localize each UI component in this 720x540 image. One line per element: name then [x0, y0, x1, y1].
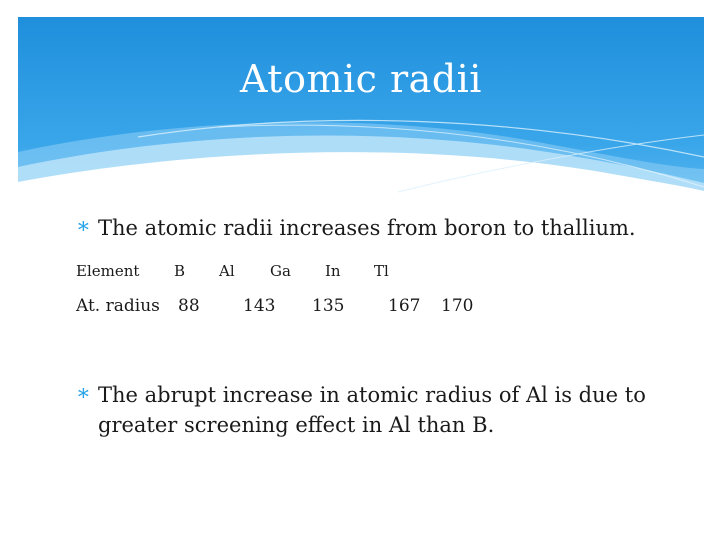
radius-b: 88	[178, 296, 200, 316]
bullet-text-line: The abrupt increase in atomic radius of Al is due to	[98, 383, 646, 407]
element-tl: Tl	[374, 262, 389, 280]
radius-in: 167	[388, 296, 421, 316]
bullet-text-line: greater screening effect in Al than B.	[98, 413, 495, 437]
radius-tl: 170	[441, 296, 474, 316]
radius-al: 143	[243, 296, 276, 316]
element-b: B	[174, 262, 186, 280]
element-label: Element	[76, 262, 140, 280]
bullet-text	[98, 380, 646, 440]
radius-ga: 135	[312, 296, 345, 316]
asterisk-icon: ∗	[76, 381, 91, 406]
element-in: In	[325, 262, 341, 280]
asterisk-icon: ∗	[76, 214, 91, 239]
bullet-item	[76, 213, 636, 243]
element-al: Al	[219, 262, 235, 280]
element-ga: Ga	[270, 262, 291, 280]
title-banner	[18, 17, 704, 200]
bullet-item	[76, 380, 676, 440]
radius-label: At. radius	[76, 296, 160, 316]
page-title: Atomic radii	[240, 57, 482, 101]
bullet-text: The atomic radii increases from boron to thallium.	[98, 216, 636, 240]
banner-waves-graphic	[18, 17, 704, 200]
